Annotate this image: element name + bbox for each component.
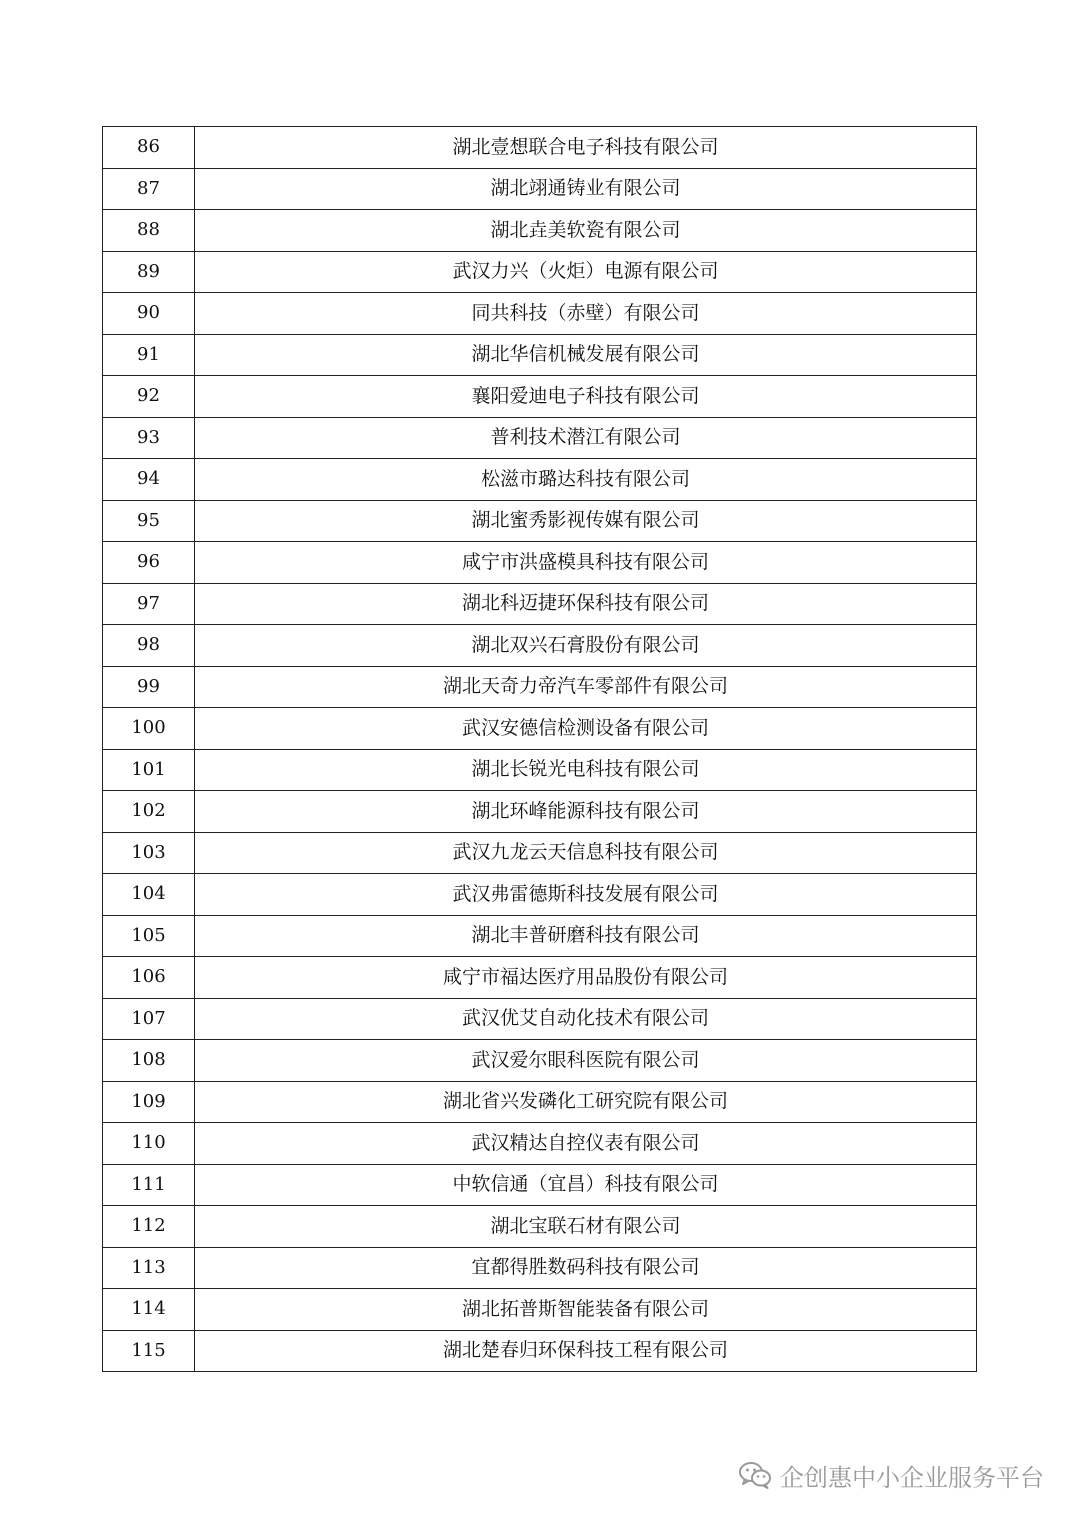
table-row (103, 957, 977, 999)
company-name: 湖北拓普斯智能装备有限公司 (195, 1289, 977, 1331)
table-row (103, 417, 977, 459)
table-row (103, 1081, 977, 1123)
table-row (103, 832, 977, 874)
company-name: 湖北双兴石膏股份有限公司 (195, 625, 977, 667)
company-name: 湖北翊通铸业有限公司 (195, 168, 977, 210)
company-name: 宜都得胜数码科技有限公司 (195, 1247, 977, 1289)
table-row (103, 1040, 977, 1082)
company-name: 湖北楚春归环保科技工程有限公司 (195, 1330, 977, 1372)
row-number: 101 (103, 749, 195, 791)
table-row (103, 459, 977, 501)
company-name: 武汉爱尔眼科医院有限公司 (195, 1040, 977, 1082)
row-number: 92 (103, 376, 195, 418)
table-row (103, 666, 977, 708)
row-number: 110 (103, 1123, 195, 1165)
row-number: 113 (103, 1247, 195, 1289)
row-number: 96 (103, 542, 195, 584)
row-number: 94 (103, 459, 195, 501)
row-number: 109 (103, 1081, 195, 1123)
row-number: 89 (103, 251, 195, 293)
row-number: 111 (103, 1164, 195, 1206)
company-name: 湖北蜜秀影视传媒有限公司 (195, 500, 977, 542)
company-name: 咸宁市洪盛模具科技有限公司 (195, 542, 977, 584)
row-number: 95 (103, 500, 195, 542)
company-name: 松滋市璐达科技有限公司 (195, 459, 977, 501)
table-row (103, 1289, 977, 1331)
company-name: 湖北壹想联合电子科技有限公司 (195, 127, 977, 169)
company-name: 中软信通（宜昌）科技有限公司 (195, 1164, 977, 1206)
row-number: 86 (103, 127, 195, 169)
company-name: 湖北华信机械发展有限公司 (195, 334, 977, 376)
row-number: 98 (103, 625, 195, 667)
row-number: 112 (103, 1206, 195, 1248)
row-number: 87 (103, 168, 195, 210)
company-name: 武汉力兴（火炬）电源有限公司 (195, 251, 977, 293)
company-name: 武汉优艾自动化技术有限公司 (195, 998, 977, 1040)
table-row (103, 625, 977, 667)
row-number: 107 (103, 998, 195, 1040)
table-row (103, 998, 977, 1040)
table-row (103, 749, 977, 791)
company-name: 湖北科迈捷环保科技有限公司 (195, 583, 977, 625)
company-name: 同共科技（赤壁）有限公司 (195, 293, 977, 335)
company-name: 普利技术潜江有限公司 (195, 417, 977, 459)
row-number: 108 (103, 1040, 195, 1082)
company-name: 襄阳爱迪电子科技有限公司 (195, 376, 977, 418)
table-row (103, 542, 977, 584)
table-row (103, 127, 977, 169)
company-name: 武汉安德信检测设备有限公司 (195, 708, 977, 750)
table-row (103, 708, 977, 750)
company-name: 湖北垚美软瓷有限公司 (195, 210, 977, 252)
table-row (103, 251, 977, 293)
table-row (103, 1330, 977, 1372)
row-number: 103 (103, 832, 195, 874)
row-number: 91 (103, 334, 195, 376)
row-number: 105 (103, 915, 195, 957)
row-number: 115 (103, 1330, 195, 1372)
row-number: 93 (103, 417, 195, 459)
row-number: 114 (103, 1289, 195, 1331)
row-number: 90 (103, 293, 195, 335)
table-row (103, 500, 977, 542)
row-number: 102 (103, 791, 195, 833)
table-row (103, 334, 977, 376)
row-number: 99 (103, 666, 195, 708)
company-name: 武汉九龙云天信息科技有限公司 (195, 832, 977, 874)
company-name: 湖北宝联石材有限公司 (195, 1206, 977, 1248)
company-name: 湖北丰普研磨科技有限公司 (195, 915, 977, 957)
table-row (103, 915, 977, 957)
table-row (103, 210, 977, 252)
table-row (103, 1247, 977, 1289)
watermark (738, 1460, 1044, 1490)
company-name: 武汉弗雷德斯科技发展有限公司 (195, 874, 977, 916)
company-name: 咸宁市福达医疗用品股份有限公司 (195, 957, 977, 999)
table-row (103, 168, 977, 210)
row-number: 100 (103, 708, 195, 750)
row-number: 104 (103, 874, 195, 916)
wechat-icon (738, 1461, 772, 1489)
table-row (103, 1164, 977, 1206)
table-row (103, 1206, 977, 1248)
watermark-text: 企创惠中小企业服务平台 (780, 1463, 1044, 1492)
table-row (103, 874, 977, 916)
company-name: 湖北省兴发磷化工研究院有限公司 (195, 1081, 977, 1123)
table-body (103, 127, 977, 1372)
company-name: 武汉精达自控仪表有限公司 (195, 1123, 977, 1165)
table-row (103, 293, 977, 335)
row-number: 97 (103, 583, 195, 625)
row-number: 106 (103, 957, 195, 999)
company-name: 湖北天奇力帝汽车零部件有限公司 (195, 666, 977, 708)
table-row (103, 791, 977, 833)
table-row (103, 1123, 977, 1165)
table-row (103, 376, 977, 418)
table-row (103, 583, 977, 625)
company-name: 湖北环峰能源科技有限公司 (195, 791, 977, 833)
company-name: 湖北长锐光电科技有限公司 (195, 749, 977, 791)
company-list-table (102, 126, 977, 1372)
row-number: 88 (103, 210, 195, 252)
